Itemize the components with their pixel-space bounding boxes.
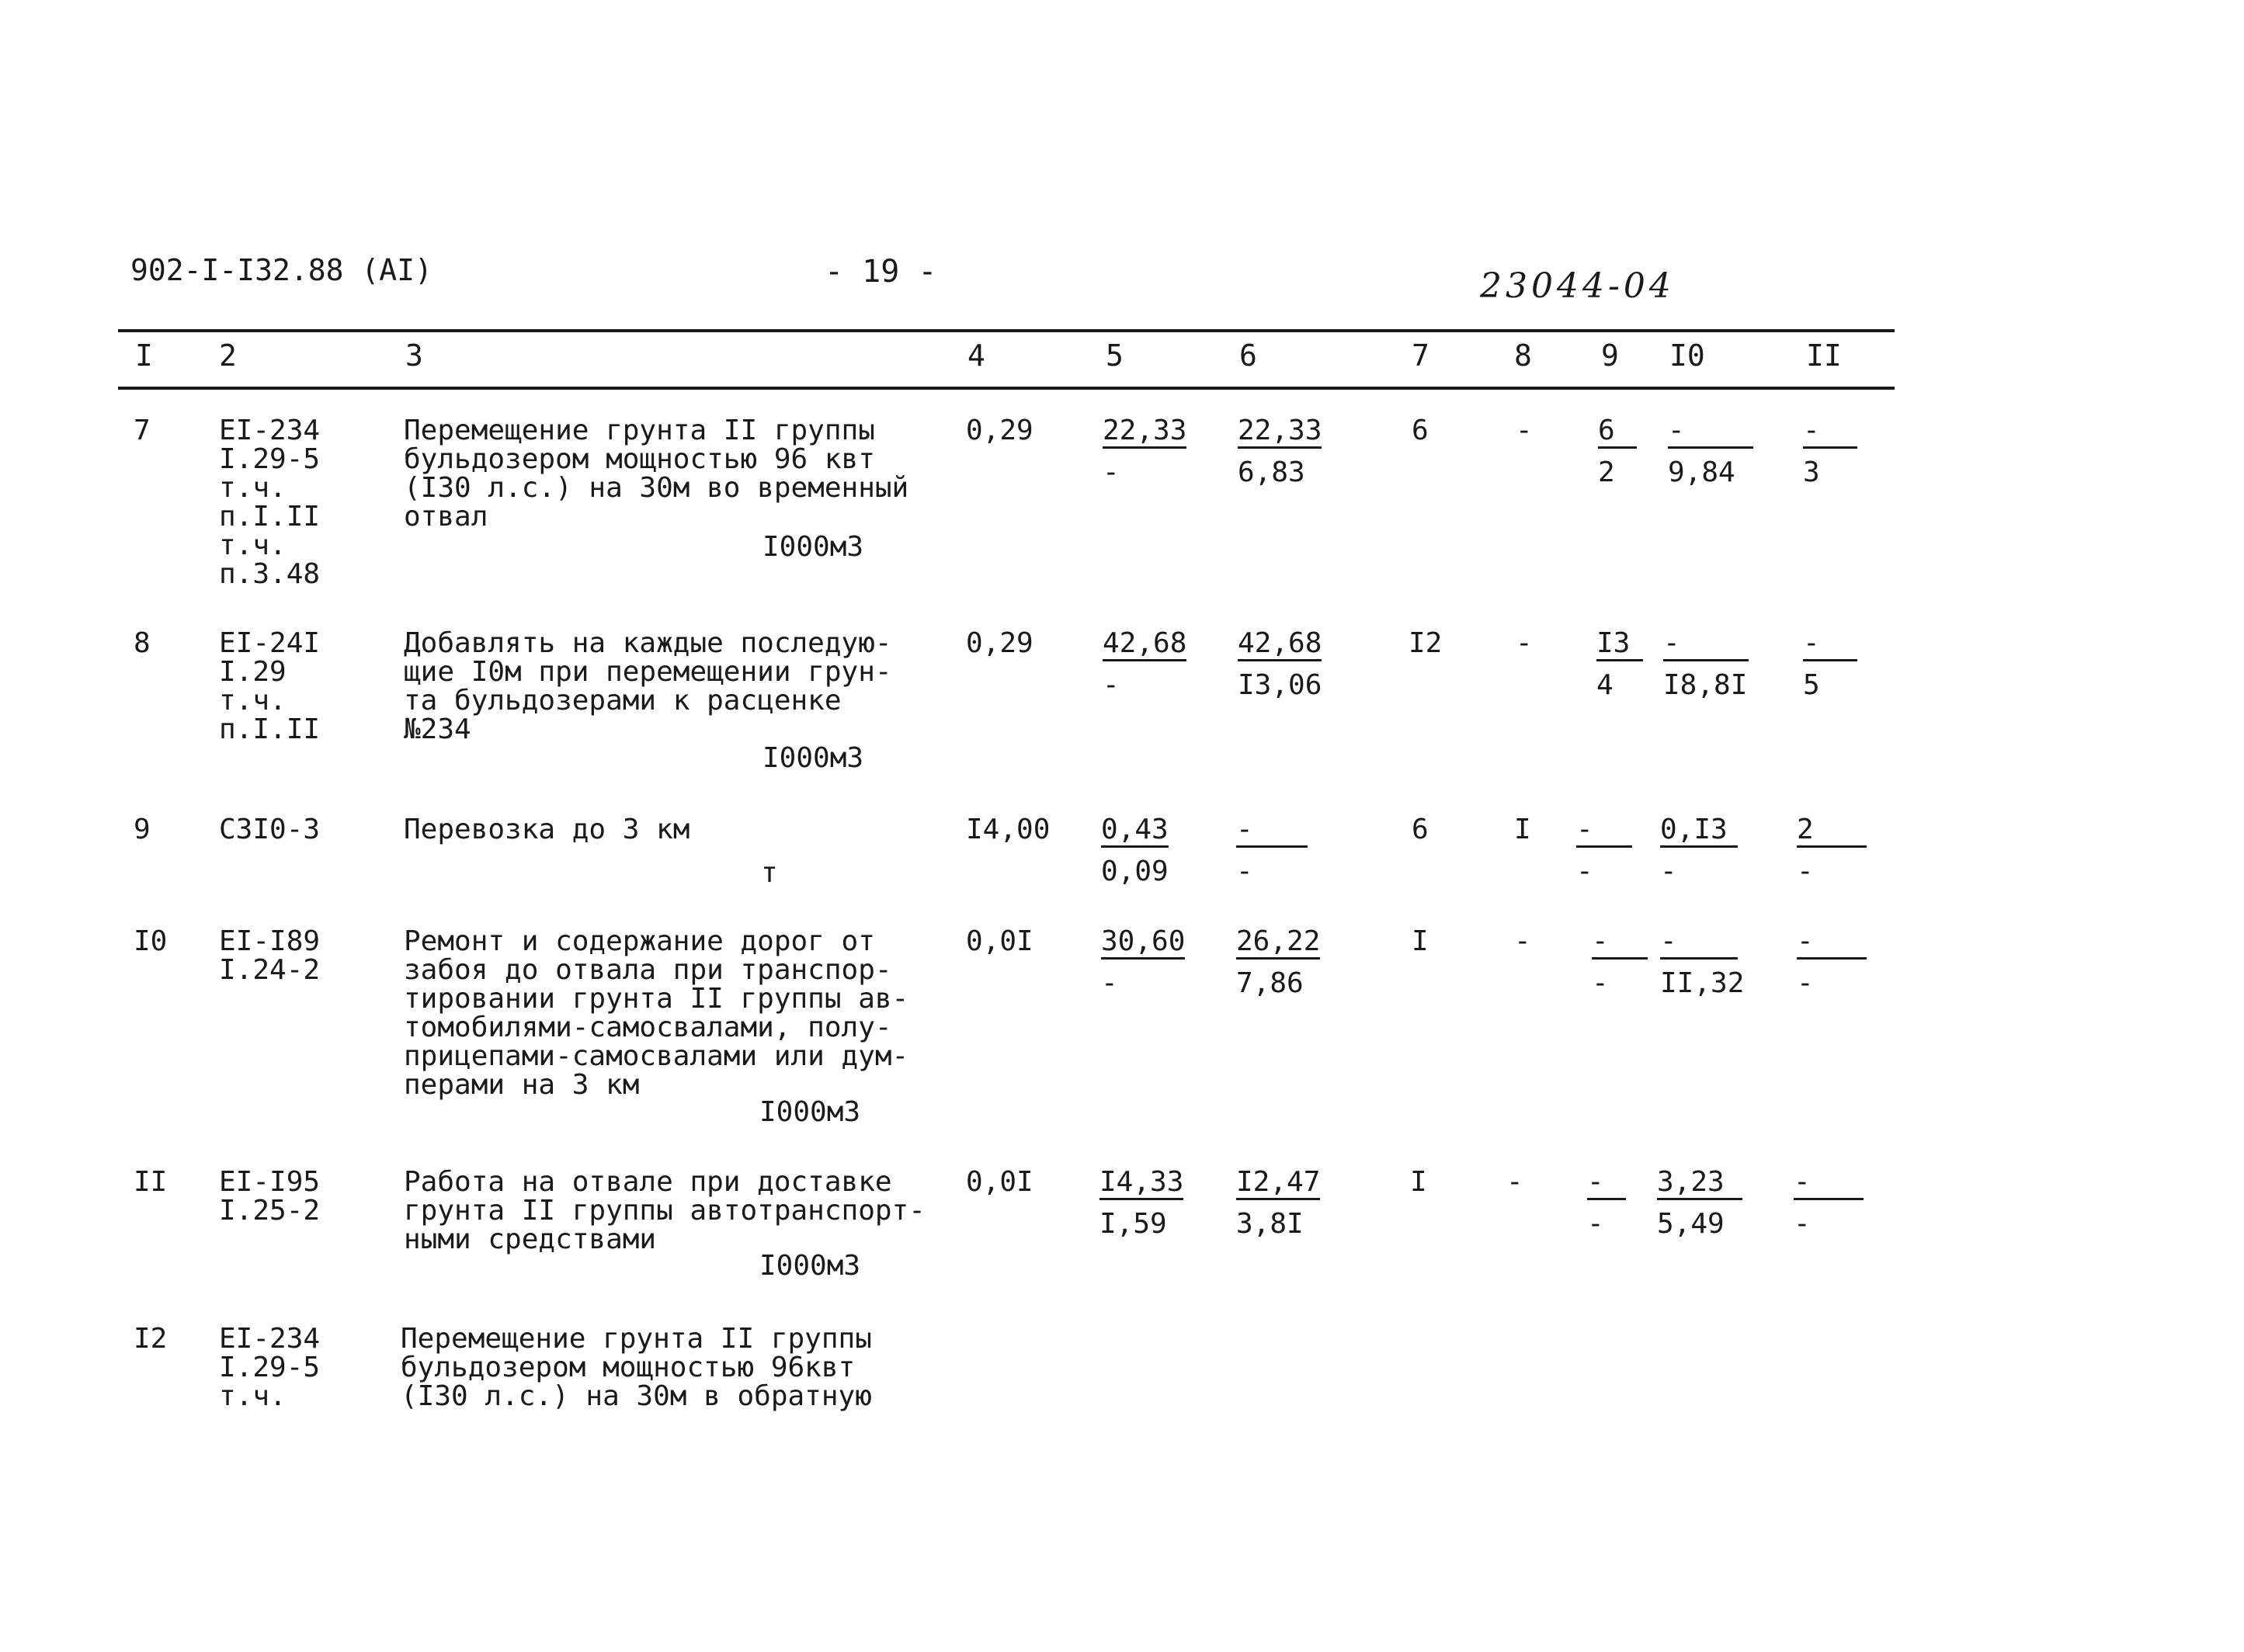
col5-top: 30,60: [1101, 927, 1185, 960]
code-line: п.I.II: [219, 713, 321, 745]
column-header-11: II: [1806, 338, 1842, 373]
col6-bottom: 7,86: [1236, 967, 1304, 999]
table-header-rule: [118, 387, 1895, 390]
desc-line: прицепами-самосвалами или дум-: [404, 1040, 909, 1072]
col6-bottom: 3,8I: [1236, 1208, 1304, 1240]
desc-line: (I30 л.с.) на 30м во временный: [404, 472, 909, 504]
rate-code: [219, 416, 320, 588]
col5-bottom: 0,09: [1101, 856, 1169, 887]
work-description: [401, 1324, 872, 1411]
col11-bottom: 5: [1803, 669, 1820, 701]
col7-value: I2: [1409, 627, 1443, 659]
col9-top: -: [1587, 1168, 1626, 1200]
col11-top: -: [1797, 927, 1867, 960]
col5-top: I4,33: [1099, 1168, 1183, 1200]
col11-top: -: [1803, 629, 1857, 661]
table-top-rule: [118, 329, 1895, 332]
col9-top: I3: [1596, 629, 1643, 661]
desc-line: бульдозером мощностью 96квт: [401, 1352, 856, 1383]
col5-top: 22,33: [1103, 416, 1186, 449]
unit-of-measure: т: [761, 857, 778, 889]
col10-bottom: 9,84: [1668, 456, 1735, 488]
col5-fraction: [1101, 927, 1185, 998]
col9-top: -: [1592, 927, 1648, 960]
col9-bottom: 4: [1596, 669, 1614, 701]
code-line: I.24-2: [219, 954, 321, 986]
col10-fraction: [1657, 1168, 1742, 1238]
col5-bottom: -: [1103, 669, 1120, 701]
desc-line: отвал: [404, 501, 488, 533]
col10-bottom: -: [1660, 856, 1677, 887]
rate-code: [219, 927, 320, 984]
column-header-9: 9: [1601, 338, 1619, 373]
unit-of-measure: I000м3: [759, 1096, 861, 1128]
col6-top: 42,68: [1238, 629, 1322, 661]
document-code: 902-I-I32.88 (АI): [130, 253, 432, 287]
desc-line: грунта II группы автотранспорт-: [404, 1195, 926, 1227]
col11-bottom: -: [1794, 1208, 1811, 1240]
code-line: EI-24I: [219, 627, 321, 659]
desc-line: щие I0м при перемещении грун-: [404, 656, 892, 688]
col6-fraction: [1236, 815, 1308, 886]
col6-bottom: -: [1236, 856, 1253, 887]
col10-bottom: II,32: [1660, 967, 1745, 999]
code-line: I.29-5: [219, 443, 321, 475]
desc-line: та бульдозерами к расценке: [404, 685, 842, 717]
handwritten-number: 23044-04: [1480, 266, 1675, 306]
col9-bottom: 2: [1598, 456, 1615, 488]
desc-line: №234: [404, 713, 471, 745]
col9-fraction: [1598, 416, 1637, 487]
rate-code: [219, 1324, 320, 1411]
work-description: [404, 629, 892, 744]
col6-fraction: [1236, 1168, 1320, 1238]
code-line: т.ч.: [219, 529, 287, 561]
col8-value: -: [1516, 627, 1533, 659]
code-line: т.ч.: [219, 472, 287, 504]
col10-bottom: 5,49: [1657, 1208, 1725, 1240]
unit-of-measure: I000м3: [762, 531, 864, 563]
col6-top: I2,47: [1236, 1168, 1320, 1200]
col10-bottom: I8,8I: [1663, 669, 1748, 701]
col11-top: -: [1803, 416, 1857, 449]
desc-line: Добавлять на каждые последую-: [404, 627, 892, 659]
desc-line: ными средствами: [404, 1223, 657, 1255]
rate-code: [219, 1168, 320, 1225]
work-description: [404, 815, 690, 844]
col5-fraction: [1099, 1168, 1183, 1238]
col11-fraction: [1797, 815, 1867, 886]
col10-top: -: [1663, 629, 1749, 661]
desc-line: Перемещение грунта II группы: [404, 415, 875, 446]
col8-value: I: [1514, 814, 1531, 845]
code-line: C3I0-3: [219, 814, 321, 845]
col9-top: -: [1576, 815, 1632, 848]
col6-fraction: [1238, 416, 1322, 487]
col6-top: 22,33: [1238, 416, 1322, 449]
row-number: 9: [134, 814, 151, 845]
col10-fraction: [1668, 416, 1753, 487]
work-description: [404, 1168, 926, 1254]
rate-code: [219, 815, 320, 844]
desc-line: Работа на отвале при доставке: [404, 1166, 892, 1198]
col10-top: -: [1660, 927, 1738, 960]
col5-top: 0,43: [1101, 815, 1169, 848]
column-header-3: 3: [405, 338, 423, 373]
desc-line: Перевозка до 3 км: [404, 814, 690, 845]
col9-fraction: [1576, 815, 1632, 886]
col10-top: 3,23: [1657, 1168, 1742, 1200]
col11-fraction: [1797, 927, 1867, 998]
col11-fraction: [1794, 1168, 1864, 1238]
col11-top: -: [1794, 1168, 1864, 1200]
rate-code: [219, 629, 320, 744]
col8-value: -: [1516, 415, 1533, 446]
col9-bottom: -: [1592, 967, 1609, 999]
col11-bottom: 3: [1803, 456, 1820, 488]
code-line: п.I.II: [219, 501, 321, 533]
column-header-7: 7: [1412, 338, 1429, 373]
desc-line: (I30 л.с.) на 30м в обратную: [401, 1380, 872, 1412]
col5-fraction: [1101, 815, 1169, 886]
col10-fraction: [1660, 815, 1738, 886]
page-number: - 19 -: [825, 254, 937, 290]
column-header-5: 5: [1106, 338, 1124, 373]
code-line: I.29-5: [219, 1352, 321, 1383]
col6-top: -: [1236, 815, 1308, 848]
col9-fraction: [1587, 1168, 1626, 1238]
col6-bottom: 6,83: [1238, 456, 1305, 488]
work-description: [404, 927, 908, 1099]
col10-fraction: [1663, 629, 1749, 699]
unit-of-measure: I000м3: [762, 742, 864, 774]
desc-line: Ремонт и содержание дорог от: [404, 925, 875, 957]
quantity: 0,0I: [966, 925, 1033, 957]
quantity: I4,00: [966, 814, 1051, 845]
desc-line: перами на 3 км: [404, 1069, 640, 1101]
col8-value: -: [1506, 1166, 1523, 1198]
row-number: II: [134, 1166, 168, 1198]
desc-line: тировании грунта II группы ав-: [404, 983, 909, 1015]
col5-fraction: [1103, 416, 1186, 487]
column-header-8: 8: [1514, 338, 1532, 373]
col7-value: I: [1412, 925, 1429, 957]
col6-bottom: I3,06: [1238, 669, 1322, 701]
quantity: 0,29: [966, 415, 1033, 446]
col10-top: 0,I3: [1660, 815, 1738, 848]
column-header-4: 4: [967, 338, 985, 373]
col7-value: 6: [1412, 814, 1429, 845]
col9-top: 6: [1598, 416, 1637, 449]
column-header-2: 2: [219, 338, 237, 373]
code-line: EI-234: [219, 1323, 321, 1355]
row-number: I0: [134, 925, 168, 957]
col5-bottom: -: [1103, 456, 1120, 488]
column-header-6: 6: [1239, 338, 1257, 373]
col11-bottom: -: [1797, 856, 1814, 887]
col9-fraction: [1592, 927, 1648, 998]
desc-line: бульдозером мощностью 96 квт: [404, 443, 875, 475]
col11-fraction: [1803, 416, 1857, 487]
column-header-1: I: [135, 338, 153, 373]
quantity: 0,0I: [966, 1166, 1033, 1198]
code-line: EI-234: [219, 415, 321, 446]
code-line: EI-I95: [219, 1166, 321, 1198]
code-line: п.3.48: [219, 558, 321, 590]
col9-bottom: -: [1587, 1208, 1604, 1240]
code-line: I.25-2: [219, 1195, 321, 1227]
row-number: 7: [134, 415, 151, 446]
quantity: 0,29: [966, 627, 1033, 659]
row-number: 8: [134, 627, 151, 659]
col5-top: 42,68: [1103, 629, 1186, 661]
col5-fraction: [1103, 629, 1186, 699]
col8-value: -: [1514, 925, 1531, 957]
code-line: EI-I89: [219, 925, 321, 957]
code-line: т.ч.: [219, 1380, 287, 1412]
col6-top: 26,22: [1236, 927, 1320, 960]
col5-bottom: I,59: [1099, 1208, 1167, 1240]
column-header-10: I0: [1669, 338, 1705, 373]
col7-value: 6: [1412, 415, 1429, 446]
work-description: [404, 416, 908, 531]
col11-top: 2: [1797, 815, 1867, 848]
col6-fraction: [1236, 927, 1320, 998]
desc-line: томобилями-самосвалами, полу-: [404, 1012, 892, 1043]
col9-bottom: -: [1576, 856, 1593, 887]
col7-value: I: [1410, 1166, 1427, 1198]
code-line: I.29: [219, 656, 287, 688]
col10-fraction: [1660, 925, 1745, 999]
row-number: I2: [134, 1323, 168, 1355]
col5-bottom: -: [1101, 967, 1118, 999]
col6-fraction: [1238, 629, 1322, 699]
col9-fraction: [1596, 629, 1643, 699]
col10-top: -: [1668, 416, 1753, 449]
code-line: т.ч.: [219, 685, 287, 717]
desc-line: забоя до отвала при транспор-: [404, 954, 892, 986]
col11-fraction: [1803, 629, 1857, 699]
col11-bottom: -: [1797, 967, 1814, 999]
unit-of-measure: I000м3: [759, 1250, 861, 1282]
desc-line: Перемещение грунта II группы: [401, 1323, 872, 1355]
